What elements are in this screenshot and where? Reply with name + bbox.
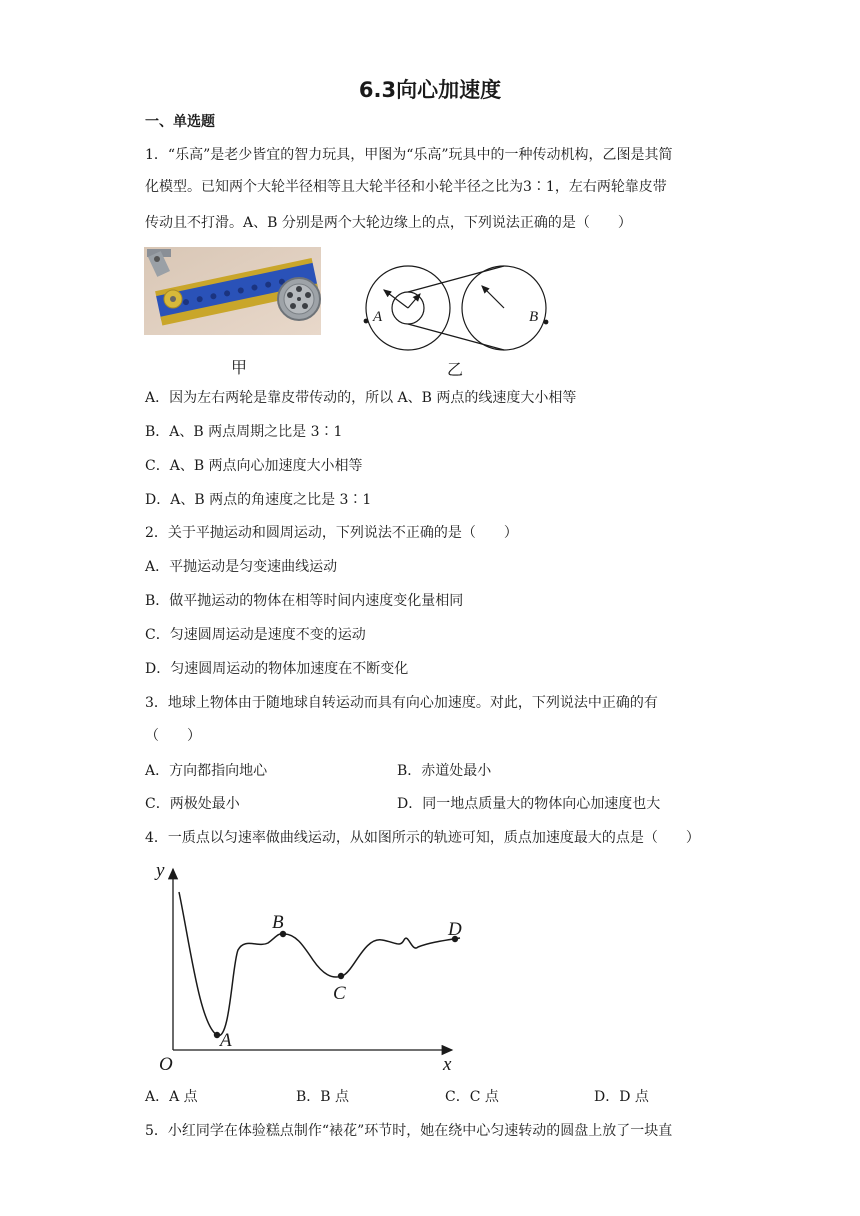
point-c-label: C xyxy=(333,983,346,1004)
q1-stem-line-1: 1．“乐高”是老少皆宜的智力玩具，甲图为“乐高”玩具中的一种传动机构，乙图是其简 xyxy=(145,147,673,163)
q2-option-c: C．匀速圆周运动是速度不变的运动 xyxy=(145,627,366,643)
origin-label: O xyxy=(159,1054,173,1075)
q3-stem-line-2: （ ） xyxy=(145,728,201,744)
q1-option-b: B．A、B 两点周期之比是 3∶1 xyxy=(145,424,343,440)
q1-option-d: D．A、B 两点的角速度之比是 3∶1 xyxy=(145,492,372,508)
lego-photo xyxy=(144,247,321,335)
q4-option-a: A．A 点 xyxy=(145,1089,198,1105)
q2-option-a: A．平抛运动是匀变速曲线运动 xyxy=(145,559,338,575)
section-heading: 一、单选题 xyxy=(145,114,215,130)
q1-option-a: A．因为左右两轮是靠皮带传动的，所以 A、B 两点的线速度大小相等 xyxy=(145,390,577,406)
q5-stem: 5．小红同学在体验糕点制作“裱花”环节时，她在绕中心匀速转动的圆盘上放了一块直 xyxy=(145,1123,673,1139)
figure-caption-right: 乙 xyxy=(447,360,464,379)
q3-option-d: D．同一地点质量大的物体向心加速度也大 xyxy=(397,796,661,812)
belt-drive-diagram xyxy=(360,258,560,360)
x-axis-label: x xyxy=(443,1054,452,1075)
point-d-label: D xyxy=(448,919,462,940)
label-point-a: A xyxy=(373,309,383,325)
figure-caption-left: 甲 xyxy=(231,358,248,377)
q2-option-d: D．匀速圆周运动的物体加速度在不断变化 xyxy=(145,661,409,677)
q3-option-c: C．两极处最小 xyxy=(145,796,240,812)
point-b-label: B xyxy=(272,912,284,933)
q2-stem: 2．关于平抛运动和圆周运动，下列说法不正确的是（ ） xyxy=(145,525,518,541)
q3-option-b: B．赤道处最小 xyxy=(397,763,492,779)
q2-option-b: B．做平抛运动的物体在相等时间内速度变化量相同 xyxy=(145,593,464,609)
q4-stem: 4．一质点以匀速率做曲线运动，从如图所示的轨迹可知，质点加速度最大的点是（ ） xyxy=(145,830,700,846)
q4-option-d: D．D 点 xyxy=(594,1089,649,1105)
trajectory-graph xyxy=(150,855,470,1077)
q3-option-a: A．方向都指向地心 xyxy=(145,763,268,779)
q4-option-c: C．C 点 xyxy=(445,1089,499,1105)
label-point-b: B xyxy=(529,309,539,325)
q1-stem-line-3: 传动且不打滑。A、B 分别是两个大轮边缘上的点，下列说法正确的是（ ） xyxy=(145,215,632,231)
y-axis-label: y xyxy=(156,860,165,881)
point-a-label: A xyxy=(220,1030,232,1051)
q1-option-c: C．A、B 两点向心加速度大小相等 xyxy=(145,458,363,474)
q1-stem-line-2: 化模型。已知两个大轮半径相等且大轮半径和小轮半径之比为3∶1，左右两轮靠皮带 xyxy=(145,179,667,195)
q3-stem-line-1: 3．地球上物体由于随地球自转运动而具有向心加速度。对此，下列说法中正确的有 xyxy=(145,695,658,711)
q4-option-b: B．B 点 xyxy=(296,1089,350,1105)
page-title: 6.3向心加速度 xyxy=(358,78,502,102)
